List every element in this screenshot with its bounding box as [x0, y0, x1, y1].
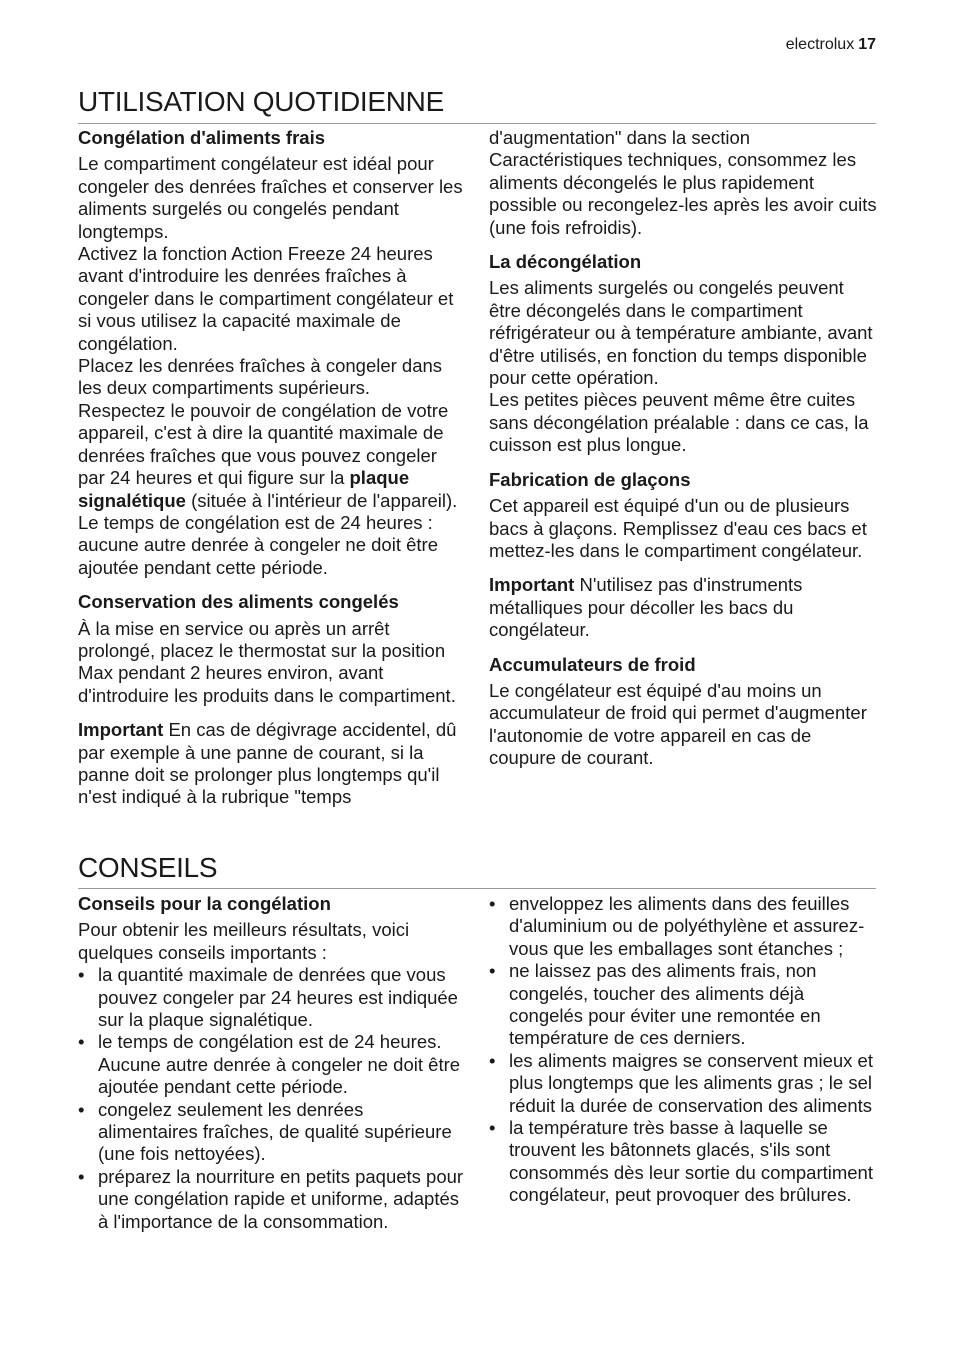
important-label: Important — [78, 719, 164, 741]
list-item: • enveloppez les aliments dans des feuilles d'aluminium ou de polyéthylène et assurez-vous que les emballages sont étanches ; — [489, 893, 877, 960]
section-divider — [78, 888, 876, 889]
utilisation-right-column — [489, 127, 877, 770]
list-item: • le temps de congélation est de 24 heures. Aucune autre denrée à congeler ne doit être ajoutée pendant cette période. — [78, 1031, 466, 1098]
subheading-accumulateurs: Accumulateurs de froid — [489, 653, 696, 675]
paragraph: Le congélateur est équipé d'au moins un accumulateur de froid qui permet d'augmenter l'autonomie de votre appareil en cas de coupure de courant. — [489, 679, 867, 769]
page-number: 17 — [858, 36, 876, 53]
paragraph: Activez la fonction Action Freeze 24 heures avant d'introduire les denrées fraîches à congeler dans le compartiment congélateur et si vous utilisez la capacité maximale de congélation. — [78, 243, 454, 354]
paragraph: Les petites pièces peuvent même être cuites sans décongélation préalable : dans ce cas, la cuisson est plus longue. — [489, 389, 869, 456]
bold-term: plaque signalétique — [78, 467, 410, 511]
list-item: • la quantité maximale de denrées que vous pouvez congeler par 24 heures est indiquée sur la plaque signalétique. — [78, 964, 466, 1031]
important-note — [78, 719, 466, 809]
list-item: • la température très basse à laquelle se trouvent les bâtonnets glacés, s'ils sont consommés dès leur sortie du compartiment congélateur, peut provoquer des brûlures. — [489, 1117, 877, 1207]
text: (située à l'intérieur de l'appareil). — [185, 489, 458, 511]
subheading-conservation: Conservation des aliments congelés — [78, 591, 399, 613]
brand-name: electrolux — [785, 36, 855, 53]
paragraph: Le temps de congélation est de 24 heures : aucune autre denrée à congeler ne doit être ajoutée pendant cette période. — [78, 511, 438, 578]
conseils-left-column — [78, 893, 466, 1233]
list-item: • congelez seulement les denrées alimentaires fraîches, de qualité supérieure (une fois nettoyées). — [78, 1099, 466, 1166]
subheading-congelation-frais: Congélation d'aliments frais — [78, 127, 325, 148]
conseils-right-column — [489, 893, 877, 1207]
section-divider — [78, 123, 876, 124]
important-note — [489, 574, 877, 641]
list-item: • les aliments maigres se conservent mieux et plus longtemps que les aliments gras ; le sel réduit la durée de conservation des aliments — [489, 1050, 877, 1117]
paragraph: Les aliments surgelés ou congelés peuvent être décongelés dans le compartiment réfrigérateur ou à température ambiante, avant d'être utilisés, en fonction du temps disponible pour cette opération. — [489, 277, 873, 389]
subheading-conseils-congelation: Conseils pour la congélation — [78, 893, 331, 914]
bullet-list — [489, 893, 877, 1207]
paragraph — [78, 400, 466, 512]
text: En cas de dégivrage accidentel, dû par exemple à une panne de courant, si la panne doit se prolonger plus longtemps qu'il n'est indiqué à la rubrique "temps — [78, 719, 457, 808]
list-item: • préparez la nourriture en petits paquets pour une congélation rapide et uniforme, adaptés à l'importance de la consommation. — [78, 1166, 466, 1233]
paragraph: À la mise en service ou après un arrêt prolongé, placez le thermostat sur la position Max pendant 2 heures environ, avant d'introduire les produits dans le compartiment. — [78, 617, 456, 706]
paragraph: Cet appareil est équipé d'un ou de plusieurs bacs à glaçons. Remplissez d'eau ces bacs et mettez-les dans le compartiment congélateur. — [489, 495, 867, 561]
section-title-utilisation: UTILISATION QUOTIDIENNE — [78, 86, 444, 117]
page-header — [786, 36, 876, 54]
text: N'utilisez pas d'instruments métalliques pour décoller les bacs du congélateur. — [489, 574, 803, 641]
important-label: Important — [489, 574, 575, 596]
utilisation-left-column — [78, 127, 466, 809]
subheading-glacons: Fabrication de glaçons — [489, 468, 691, 490]
section-title-conseils: CONSEILS — [78, 852, 218, 883]
list-item: • ne laissez pas des aliments frais, non congelés, toucher des aliments déjà congelés pour éviter une remontée en température de ces derniers. — [489, 960, 877, 1050]
paragraph: Pour obtenir les meilleurs résultats, voici quelques conseils importants : — [78, 919, 410, 963]
paragraph: Le compartiment congélateur est idéal pour congeler des denrées fraîches et conserver les aliments surgelés ou congelés pendant longtemps. — [78, 153, 463, 242]
paragraph: d'augmentation" dans la section Caractéristiques techniques, consommez les aliments décongelés le plus rapidement possible ou recongelez-les après les avoir cuits (une fois refroidis). — [489, 127, 877, 238]
text: Respectez le pouvoir de congélation de votre appareil, c'est à dire la quantité maximale de denrées fraîches que vous pouvez congeler par 24 heures et qui figure sur la — [78, 399, 449, 489]
paragraph: Placez les denrées fraîches à congeler dans les deux compartiments supérieurs. — [78, 355, 443, 399]
bullet-list — [78, 964, 466, 1233]
subheading-decongelation: La décongélation — [489, 251, 642, 273]
